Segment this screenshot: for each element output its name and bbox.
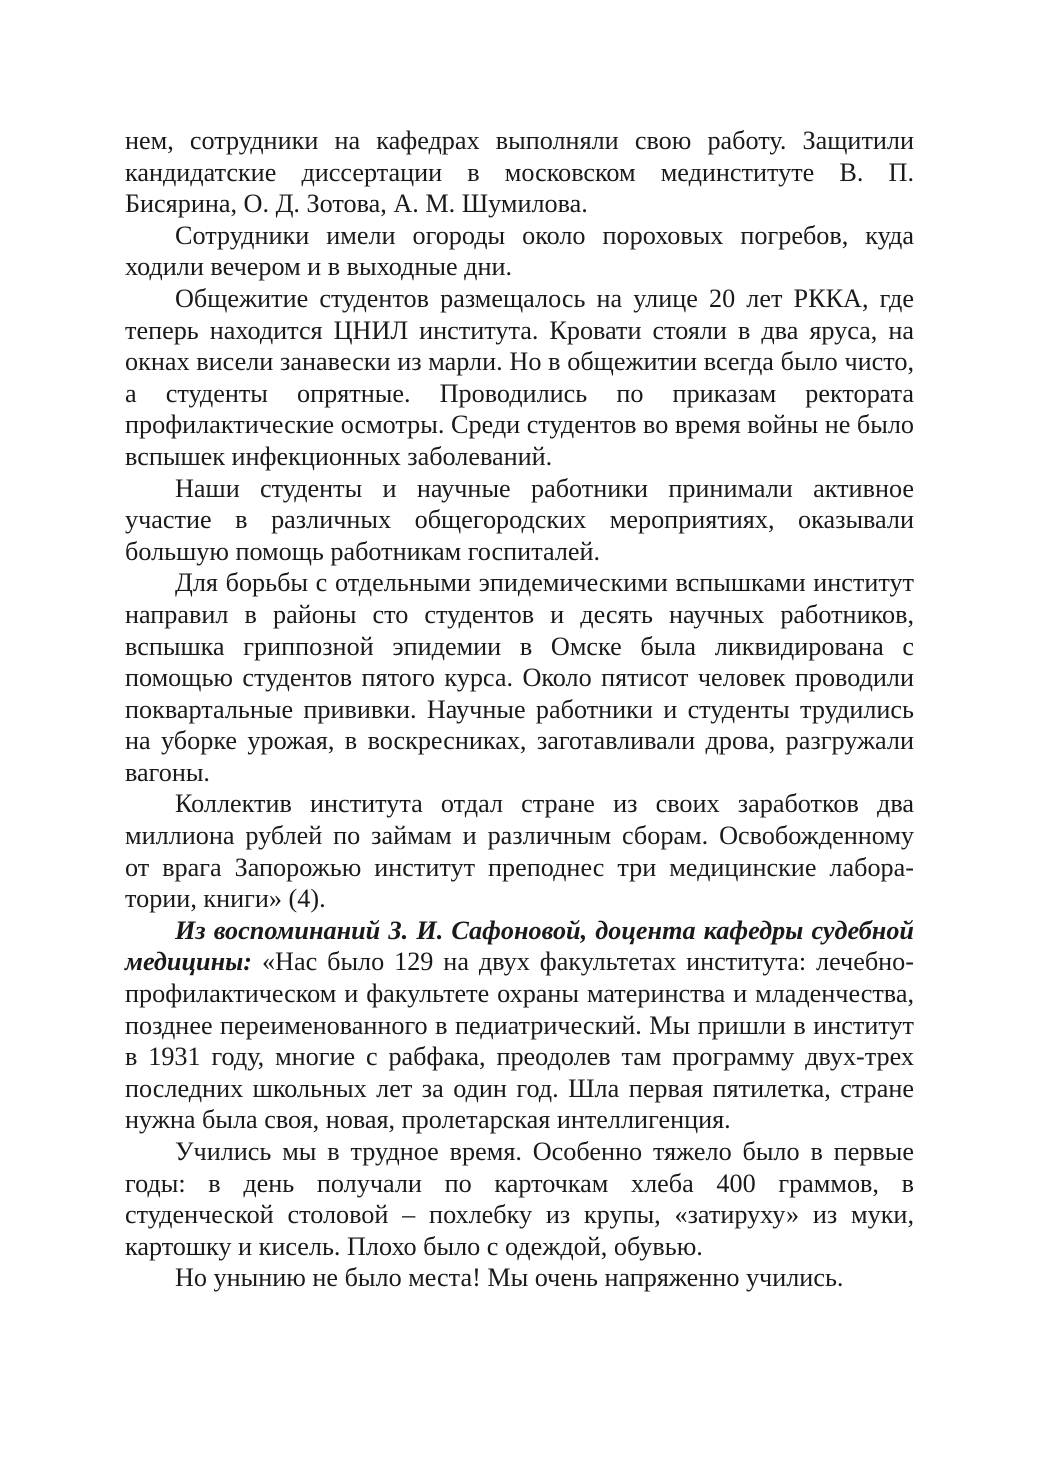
paragraph: Для борьбы с отдельными эпидемическими вспышками институт направил в районы сто студентов и десять научных работников, вспышка гриппозной эпидемии в Омске была ликвидирована с помощью студентов пятого курса. Около пятисот человек проводили поквартальные прививки. Научные работники и студенты трудились на уборке урожая, в воскресниках, заготавливали дрова, разгружали вагоны. bbox=[125, 568, 914, 787]
paragraph: Сотрудники имели огороды около пороховых погребов, куда ходили вечером и в выходные дни. bbox=[125, 220, 914, 282]
paragraph: Учились мы в трудное время. Особенно тяжело было в первые годы: в день получали по карточкам хлеба 400 граммов, в студенческой столовой – похлебку из крупы, «затируху» из муки, картошку и кисель. Плохо было с одеждой, обувью. bbox=[125, 1137, 914, 1261]
paragraph: нем, сотрудники на кафедрах выполняли свою работу. Защитили кандидатские диссертации в московском мединституте В. П. Бисярина, О. Д. Зотова, А. М. Шумилова. bbox=[125, 126, 914, 219]
memoir-lead: Из воспоминаний З. И. Сафоновой, доцента кафедры судебной медицины: bbox=[125, 915, 914, 977]
paragraph: Коллектив института отдал стране из своих заработков два миллиона рублей по займам и различным сборам. Освобожденному от врага Запорожью институт преподнес три медицинские лаборатории, книги» (4). bbox=[125, 789, 914, 914]
paragraph: Наши студенты и научные работники принимали активное участие в различных общегородских мероприятиях, оказывали большую помощь работникам госпиталей. bbox=[125, 473, 914, 566]
paragraph: Общежитие студентов размещалось на улице 20 лет РККА, где теперь находится ЦНИЛ института. Кровати стояли в два яруса, на окнах висели занавески из марли. Но в общежитии всегда было чисто, а студенты опрятные. Проводились по приказам ректората профилактические осмотры. Среди студентов во время войны не было вспышек инфекционных заболеваний. bbox=[125, 283, 914, 471]
memoir-paragraph bbox=[125, 915, 914, 1136]
paragraph: Но унынию не было места! Мы очень напряженно учились. bbox=[175, 1263, 844, 1293]
book-page bbox=[125, 125, 914, 1294]
memoir-text: «Нас было 129 на двух факультетах института: лечебно-профилактическом и факультете охраны материнства и младенчества, позднее переименованного в педиатрический. Мы пришли в институт в 1931 году, многие с рабфака, преодолев там программу двух-трех последних школьных лет за один год. Шла первая пятилетка, стране нужна была своя, новая, пролетарская интеллигенция. bbox=[125, 947, 914, 1135]
